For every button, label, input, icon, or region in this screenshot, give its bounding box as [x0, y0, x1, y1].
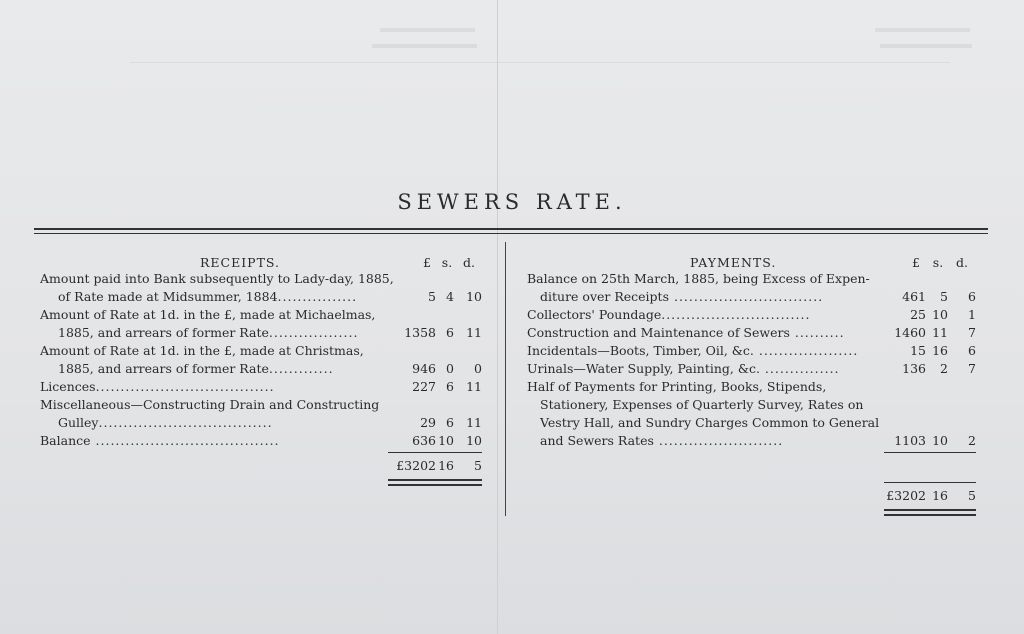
header-rule-top	[34, 228, 988, 230]
receipts-total-pounds: £3202	[396, 458, 436, 473]
payment-shillings: 11	[932, 325, 948, 340]
receipt-line: 1885, and arrears of former Rate.............	[58, 361, 334, 376]
receipt-pounds: 636	[412, 433, 436, 448]
receipt-pence: 10	[466, 289, 482, 304]
payment-line: Half of Payments for Printing, Books, Stipends,	[527, 379, 827, 394]
receipt-pence: 11	[466, 325, 482, 340]
receipt-pounds: 29	[420, 415, 436, 430]
payments-pence-header: d.	[956, 255, 968, 270]
receipt-shillings: 6	[446, 379, 454, 394]
page-fold	[497, 0, 498, 634]
receipts-total-shillings: 16	[438, 458, 454, 473]
payment-pounds: 461	[902, 289, 926, 304]
show-through-mark	[875, 28, 970, 32]
receipt-line: 1885, and arrears of former Rate..................	[58, 325, 359, 340]
payment-pence: 2	[968, 433, 976, 448]
payment-pounds: 1103	[894, 433, 926, 448]
receipt-pounds: 227	[412, 379, 436, 394]
receipts-total-rule	[388, 484, 482, 486]
payment-pounds: 136	[902, 361, 926, 376]
receipt-line: of Rate made at Midsummer, 1884................	[58, 289, 358, 304]
header-rule-bottom	[34, 233, 988, 234]
payment-shillings: 5	[940, 289, 948, 304]
payments-heading: PAYMENTS.	[690, 255, 777, 270]
payments-total-rule	[884, 514, 976, 516]
receipts-pounds-header: £	[423, 255, 431, 270]
payments-pounds-header: £	[912, 255, 920, 270]
payment-line: Incidentals—Boots, Timber, Oil, &c. ....................	[527, 343, 859, 358]
receipt-pence: 0	[474, 361, 482, 376]
receipt-line: Gulley...................................	[58, 415, 273, 430]
payments-total-rule	[884, 509, 976, 511]
payment-pence: 6	[968, 343, 976, 358]
receipts-pence-header: d.	[463, 255, 475, 270]
show-through-mark	[880, 44, 972, 48]
payment-pence: 7	[968, 325, 976, 340]
receipt-shillings: 6	[446, 415, 454, 430]
payment-pence: 6	[968, 289, 976, 304]
receipt-pence: 10	[466, 433, 482, 448]
receipts-total-rule	[388, 479, 482, 481]
receipts-sum-rule	[388, 452, 482, 453]
show-through-mark	[372, 44, 477, 48]
payment-shillings: 10	[932, 433, 948, 448]
receipt-line: Amount of Rate at 1d. in the £, made at Michaelmas,	[40, 307, 376, 322]
receipt-shillings: 0	[446, 361, 454, 376]
payment-line: Vestry Hall, and Sundry Charges Common to General	[540, 415, 880, 430]
payment-pounds: 15	[910, 343, 926, 358]
receipts-total-pence: 5	[474, 458, 482, 473]
receipt-pounds: 1358	[404, 325, 436, 340]
payments-sum-rule	[884, 452, 976, 453]
receipt-shillings: 6	[446, 325, 454, 340]
payment-shillings: 2	[940, 361, 948, 376]
payment-line: diture over Receipts ..............................	[540, 289, 824, 304]
receipt-pence: 11	[466, 379, 482, 394]
payments-total-rule	[884, 482, 976, 483]
payment-shillings: 16	[932, 343, 948, 358]
receipt-line: Licences....................................	[40, 379, 275, 394]
receipt-shillings: 10	[438, 433, 454, 448]
payment-pounds: 25	[910, 307, 926, 322]
payment-shillings: 10	[932, 307, 948, 322]
payment-pence: 7	[968, 361, 976, 376]
payment-line: and Sewers Rates .........................	[540, 433, 784, 448]
payment-line: Urinals—Water Supply, Painting, &c. ...............	[527, 361, 840, 376]
receipt-line: Balance .....................................	[40, 433, 280, 448]
payment-line: Balance on 25th March, 1885, being Excess of Expen-	[527, 271, 870, 286]
payments-total-pounds: £3202	[886, 488, 926, 503]
payment-line: Stationery, Expenses of Quarterly Survey, Rates on	[540, 397, 864, 412]
payment-line: Construction and Maintenance of Sewers ..........	[527, 325, 845, 340]
payments-total-pence: 5	[968, 488, 976, 503]
payment-pence: 1	[968, 307, 976, 322]
receipts-shillings-header: s.	[441, 255, 453, 270]
payment-line: Collectors' Poundage..............................	[527, 307, 811, 322]
page-title: SEWERS RATE.	[397, 190, 627, 214]
receipt-line: Amount of Rate at 1d. in the £, made at Christmas,	[40, 343, 364, 358]
receipt-pence: 11	[466, 415, 482, 430]
receipt-line: Miscellaneous—Constructing Drain and Constructing	[40, 397, 380, 412]
receipt-line: Amount paid into Bank subsequently to Lady-day, 1885,	[40, 271, 394, 286]
payments-total-shillings: 16	[932, 488, 948, 503]
payments-shillings-header: s.	[932, 255, 944, 270]
column-divider	[505, 242, 506, 516]
show-through-mark	[380, 28, 475, 32]
receipt-pounds: 946	[412, 361, 436, 376]
show-through-mark	[130, 62, 950, 63]
receipt-shillings: 4	[446, 289, 454, 304]
receipt-pounds: 5	[428, 289, 436, 304]
payment-pounds: 1460	[894, 325, 926, 340]
receipts-heading: RECEIPTS.	[200, 255, 281, 270]
